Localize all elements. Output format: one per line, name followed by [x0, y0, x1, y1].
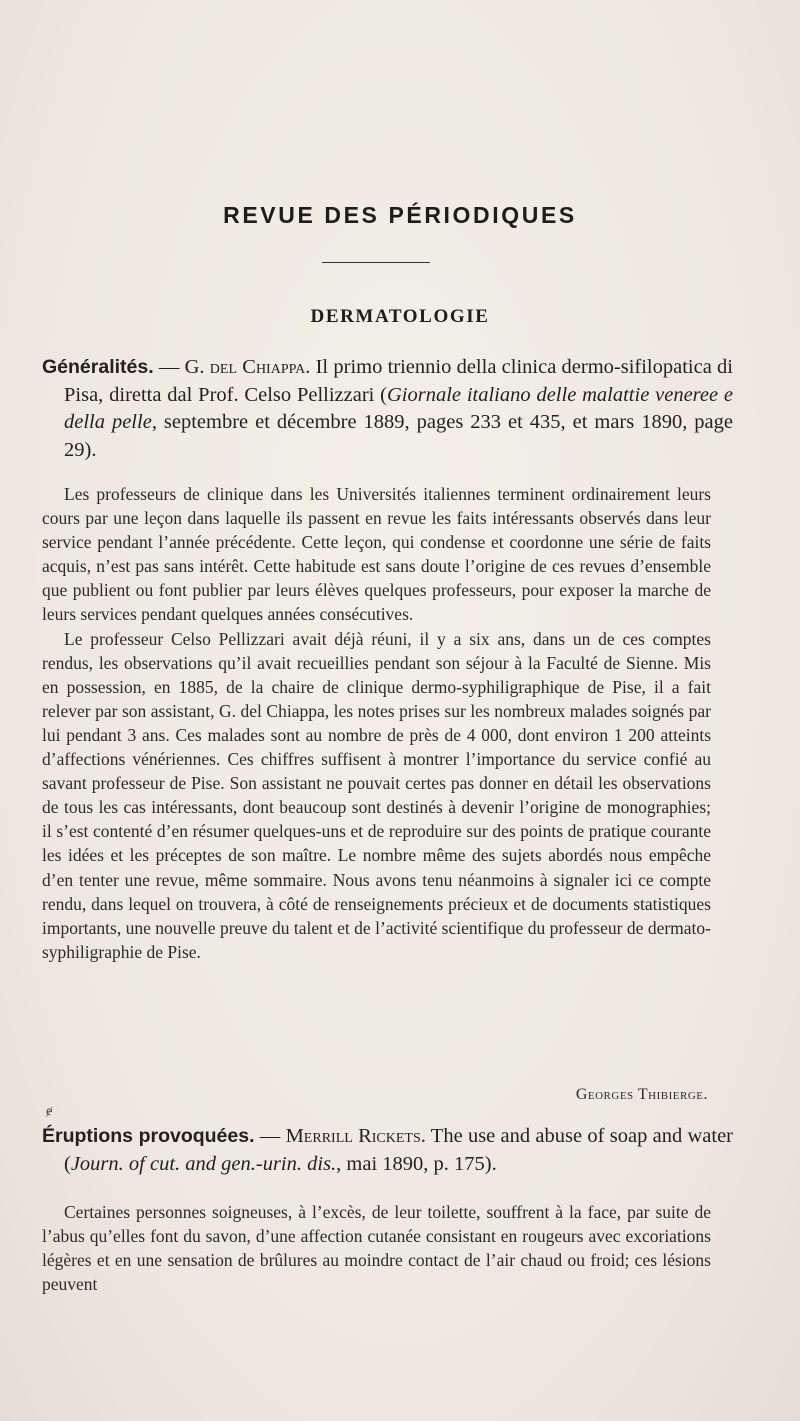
paragraph: Certaines personnes soigneuses, à l’excès, de leur toilette, souffrent à la face, par suite de l’abus qu’elles font du savon, d’une affection cutanée consistant en rougeurs avec excoriations légères et en une sensation de brûlures au moindre contact de l’air chaud ou froid; ces lésions peuvent	[42, 1202, 711, 1295]
article-body-2	[42, 1200, 711, 1296]
article-dash: — G.	[153, 356, 210, 378]
journal-name: Giornale italiano delle malattie veneree e della pelle	[64, 383, 734, 433]
article-author: Merrill Rickets	[285, 1125, 421, 1147]
journal-name: Journ. of cut. and gen.-urin. dis.	[70, 1152, 337, 1175]
article-heading-2	[42, 1123, 733, 1178]
article-category: Généralités.	[42, 356, 154, 378]
author-prefix: del	[209, 356, 243, 378]
paragraph: Le professeur Celso Pellizzari avait déjà réuni, il y a six ans, dans un de ces comptes rendus, les observations qu’il avait recueillies pendant son séjour à la Faculté de Sienne. Mis en possession, en 1885, de la chaire de clinique dermo-syphiligraphique de Pise, il a fait relever par son assistant, G. del Chiappa, les notes prises sur les nombreux malades soignés par lui pendant 3 ans. Ces malades sont au nombre de près de 4 000, dont environ 1 200 atteints d’affections vénériennes. Ces chiffres suffisent à montrer l’importance du service confié au savant professeur de Pise. Son assistant ne pouvait certes pas donner en détail les observations de tous les cas intéressants, dont beaucoup sont destinés à devenir l’origine de monographies; il s’est contenté d’en résumer quelques-uns et de reproduire sur des points de pratique courante les idées et les préceptes de son maître. Le nombre même des sujets abordés nous empêche d’en tenter une revue, même sommaire. Nous avons tenu néanmoins à signaler ici ce compte rendu, dans lequel on trouvera, à côté de renseignements précieux et de documents statistiques importants, une nouvelle preuve du talent et de l’activité scientifique du professeur de dermato-syphiligraphie de Pise.	[42, 628, 711, 962]
article-heading-1	[42, 354, 733, 464]
article-body-1	[42, 482, 711, 964]
article-title-text: . The use and abuse of soap and water (	[64, 1125, 733, 1175]
signature: Georges Thibierge.	[575, 1086, 708, 1103]
article-citation: , mai 1890, p. 175).	[336, 1152, 497, 1175]
section-title: DERMATOLOGIE	[310, 306, 490, 327]
page-title: REVUE DES PÉRIODIQUES	[223, 202, 577, 228]
article-citation: , septembre et décembre 1889, pages 233 et 435, et mars 1890, page 29).	[64, 411, 733, 461]
article-author: Chiappa	[242, 356, 306, 378]
paragraph: Les professeurs de clinique dans les Universités italiennes terminent ordinairement leurs cours par une leçon dans laquelle ils passent en revue les faits intéressants observés dans leur service pendant l’année précédente. Cette leçon, qui condense et coordonne une série de faits acquis, n’est pas sans intérêt. Cette habitude est sans doute l’origine de ces revues d’ensemble que publient ou font publier par leurs élèves quelques professeurs, pour exposer la marche de leurs services pendant quelques années consécutives.	[42, 484, 711, 625]
article-title-text: . Il primo triennio della clinica dermo-sifilopatica di Pisa, diretta dal Prof. Celso Pellizzari (	[64, 356, 733, 406]
article-category: Éruptions provoquées.	[42, 1125, 255, 1147]
stray-mark: ɇ	[44, 1103, 54, 1120]
title-divider	[322, 262, 430, 263]
article-dash: —	[254, 1125, 286, 1147]
